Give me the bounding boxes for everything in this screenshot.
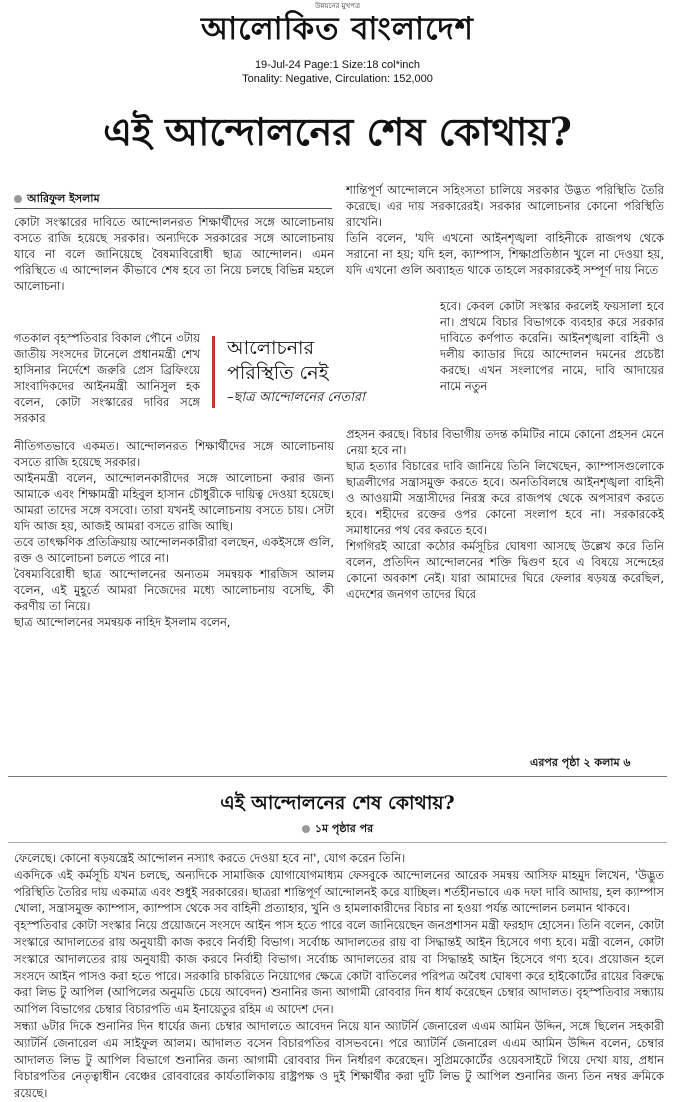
paragraph: তিনি বলেন, 'যদি এখনো আইনশৃঙ্খলা বাহিনীকে রাজপথ থেকে সরানো না হয়; যদি হল, ক্যাম্পাস, শিক্ষাপ্রতিষ্ঠান খুলে না দেওয়া হয়, যদি এখনো গুলি অব্যাহত থাকে তাহলে সরকারকেই সম্পূর্ণ দায় নিতে bbox=[346, 231, 664, 277]
paragraph: ছাত্র হত্যার বিচারের দাবি জানিয়ে তিনি লিখেছেন, ক্যাম্পাসগুলোকে ছাত্রলীগের সন্ত্রাসমুক্ত করতে হবে। অনতিবিলম্বে আইনশৃঙ্খলা বাহিনী ও আওয়ামী সন্ত্রাসীদের নিরস্ত্র করে রাজপথ থেকে অপসারণ করতে হবে। শহীদের রক্তের ওপর কোনো সংলাপ হবে না। সরকারকেই সমাধানের পথ বের করতে হবে। bbox=[346, 459, 664, 537]
pull-quote-line-1: আলোচনার bbox=[227, 337, 315, 359]
paragraph: প্রহসন করছে। বিচার বিভাগীয় তদন্ত কমিটির নামে কোনো প্রহসন মেনে নেয়া হবে না। bbox=[346, 427, 664, 457]
byline-rule bbox=[14, 208, 332, 209]
paragraph: হবে। কেবল কোটা সংস্কার করলেই ফয়সালা হবে না। প্রথমে বিচার বিভাগকে ব্যবহার করে সরকার দাবিতে কর্ণপাত করেনি। আইনশৃঙ্খলা বাহিনী ও দলীয় ক্যাডার দিয়ে আন্দোলন দমনের প্রচেষ্টা করছে। এখন সংলাপের নামে, দাবি আদায়ের নামে নতুন bbox=[440, 299, 664, 393]
paragraph: বৃহস্পতিবার কোটা সংস্কার নিয়ে প্রয়োজনে সংসদে আইন পাস হতে পারে বলে জানিয়েছেন জনপ্রশাসন মন্ত্রী ফরহাদ হোসেন। তিনি বলেন, কোটা সংস্কারে আদালতের রায় অনুযায়ী কাজ করবে নির্বাহী বিভাগ। সর্বোচ্চ আদালতের রায় বা সিদ্ধান্তই আইন হিসেবে গণ্য হবে। মন্ত্রী বলেন, কোটা সংস্কারে আদালতের রায় অনুযায়ী কাজ করবে নির্বাহী বিভাগ। সর্বোচ্চ আদালতের রায় বা সিদ্ধান্তই আইন হিসেবে গণ্য হবে। প্রয়োজন হলে সংসদে আইন পাসও করা হতে পারে। সরকারি চাকরিতে নিয়োগের ক্ষেত্রে কোটা বাতিলের পরিপত্র অবৈধ ঘোষণা করে হাইকোর্টের রায়ের বিরুদ্ধে করা লিভ টু আপিল (আপিলের অনুমতি চেয়ে আবেদন) শুনানির জন্য আগামী রোববার দিন ধার্য করেছেন চেম্বার আদালত। বৃহস্পতিবার সন্ধ্যায় আপিল বিভাগের চেম্বার বিচারপতি এম ইনায়েতুর রহিম এ আদেশ দেন। bbox=[14, 918, 664, 1017]
paragraph: ছাত্র আন্দোলনের সমন্বয়ক নাহিদ ইসলাম বলেন, bbox=[14, 615, 231, 629]
left-column-narrow bbox=[14, 330, 200, 426]
bullet-icon bbox=[14, 195, 22, 203]
article-headline: এই আন্দোলনের শেষ কোথায়? bbox=[103, 109, 572, 154]
meta-tonality-circulation: Tonality: Negative, Circulation: 152,000 bbox=[242, 73, 433, 85]
right-column-bottom bbox=[346, 426, 664, 602]
right-column-top bbox=[346, 182, 664, 278]
paragraph: নীতিগতভাবে একমত। আন্দোলনরত শিক্ষার্থীদের সঙ্গে আলোচনায় বসতে রাজি হয়েছে সরকার। bbox=[14, 439, 334, 469]
author-name: আরিফুল ইসলাম bbox=[27, 192, 100, 205]
paragraph: বৈষম্যবিরোধী ছাত্র আন্দোলনের অন্যতম সমন্বয়ক শারজিস আলম বলেন, এই মুহূর্তে আমরা নিজেদের মধ্যে আলোচনায় বসেছি, কী করণীয় তা নিয়ে। bbox=[14, 567, 334, 613]
newspaper-logo: আলোকিত বাংলাদেশ bbox=[200, 11, 475, 47]
section-divider bbox=[8, 776, 667, 777]
continued-from-label: ১ম পৃষ্ঠার পর bbox=[314, 822, 374, 835]
masthead bbox=[0, 2, 675, 47]
masthead-tagline: উন্নয়নের মুখপত্র bbox=[314, 2, 361, 10]
paragraph: শান্তিপূর্ণ আন্দোলনে সহিংসতা চালিয়ে সরকার উদ্ভত পরিস্থিতি তৈরি করেছে। এর দায় সরকারেরই। সরকার আলোচনার কোনো পরিস্থিতি রাখেনি। bbox=[346, 183, 664, 229]
paragraph: আইনমন্ত্রী বলেন, আন্দোলনকারীদের সঙ্গে আলোচনা করার জন্য আমাকে এবং শিক্ষামন্ত্রী মহিবুল হাসান চৌধুরীকে দায়িত্ব দেওয়া হয়েছে। আমরা তাদের সঙ্গে বসবো। তারা যখনই আলোচনায় বসতে চায়। সেটা যদি আজ হয়, আজই আমরা বসতে রাজি আছি। bbox=[14, 471, 334, 533]
byline bbox=[14, 190, 100, 209]
continuation-body bbox=[14, 850, 664, 1102]
clipping-meta bbox=[0, 58, 675, 86]
continued-on-page: এরপর পৃষ্ঠা ২ কলাম ৬ bbox=[530, 756, 631, 769]
paragraph: একদিকে এই কর্মসূচি যখন চলছে, অন্যদিকে সামাজিক যোগাযোগমাধ্যম ফেসবুকে আন্দোলনের আরেক সমন্বয় আসিফ মাহমুদ লিখেন, 'উদ্ভুত পরিস্থিতি তৈরির দায় একমাত্র এবং শুধুই সরকারের। ছাত্ররা শান্তিপূর্ণ আন্দোলনই করে যাচ্ছিল। শর্তহীনভাবে এক দফা দাবি আদায়, হল ক্যাম্পাস খোলা, সন্ত্রাসমুক্ত ক্যাম্পাস, ক্যাম্পাস থেকে সব বাহিনী প্রত্যাহার, খুনি ও হামলাকারীদের বিচার না হওয়া পর্যন্ত আন্দোলন চলমান থাকবে। bbox=[14, 867, 664, 916]
paragraph: তবে তাৎক্ষণিক প্রতিক্রিয়ায় আন্দোলনকারীরা বলছেন, একইসঙ্গে গুলি, রক্ত ও আলোচনা চলতে পারে না। bbox=[14, 535, 334, 565]
pull-quote-line-2: পরিস্থিতি নেই bbox=[227, 362, 329, 384]
paragraph: কোটা সংস্কারের দাবিতে আন্দোলনরত শিক্ষার্থীদের সঙ্গে আলোচনায় বসতে রাজি হয়েছে সরকার। অন্যদিকে সরকারের সঙ্গে আলোচনায় যাবে না বলে জানিয়েছে বৈষম্যবিরোধী ছাত্র আন্দোলন। এমন পরিস্থিতে এ আন্দোলন কীভাবে শেষ হবে তা নিয়ে চলছে বিভিন্ন মহলে আলোচনা। bbox=[14, 215, 334, 293]
left-column-bottom bbox=[14, 438, 334, 630]
paragraph: শিগগিরই আরো কঠোর কর্মসূচির ঘোষণা আসছে উল্লেখ করে তিনি বলেন, প্রতিদিন আন্দোলনের শক্তি দ্বিগুণ হবে এ বিষয়ে সন্দেহের কোনো অবকাশ নেই। যারা আমাদের ঘিরে ফেলার ষড়যন্ত্র করেছিল, এদেশের জনগণ তাদের ঘিরে bbox=[346, 539, 664, 601]
right-column-indented bbox=[440, 298, 664, 394]
pull-quote-attribution: –ছাত্র আন্দোলনের নেতারা bbox=[227, 390, 365, 405]
paragraph: ফেলেছে। কোনো ষড়যন্ত্রেই আন্দোলন নস্যাৎ করতে দেওয়া হবে না', যোগ করেন তিনি। bbox=[14, 851, 406, 865]
paragraph: গতকাল বৃহস্পতিবার বিকাল পৌনে ৩টায় জাতীয় সংসদের টানেলে প্রধানমন্ত্রী শেখ হাসিনার নির্দেশে জরুরি প্রেস ব্রিফিংয়ে সাংবাদিকদের আইনমন্ত্রী আনিসুল হক বলেন, কোটা সংস্কারের দাবির সঙ্গে সরকার bbox=[14, 331, 200, 425]
meta-date-page-size: 19-Jul-24 Page:1 Size:18 col*inch bbox=[254, 59, 421, 71]
continuation-headline: এই আন্দোলনের শেষ কোথায়? bbox=[220, 792, 455, 814]
pull-quote bbox=[212, 336, 462, 408]
left-column-top bbox=[14, 214, 334, 294]
continued-from-page bbox=[0, 820, 675, 839]
bullet-icon bbox=[302, 825, 310, 833]
continuation-rule bbox=[8, 842, 667, 843]
paragraph: সন্ধ্যা ৬টার দিকে শুনানির দিন ধার্যের জন্য চেম্বার আদালতে আবেদন নিয়ে যান অ্যাটর্নি জেনারেল এএম আমিন উদ্দিন, সঙ্গে ছিলেন সহকারী অ্যাটর্নি জেনারেল এম সাইফুল আলম। আদালত বসেন বিচারপতির বাসভবনে। পরে অ্যাটর্নি জেনারেল এএম আমিন উদ্দিন বলেন, চেম্বার আদালত লিভ টু আপিল বিভাগে শুনানির জন্য আগামী রোববার দিন নির্ধারণ করেছেন। সুপ্রিমকোর্টের ওয়েবসাইটে গিয়ে দেখা যায়, প্রধান বিচারপতির নেতৃত্বাধীন বেঞ্চের রোববারের কার্যতালিকায় রাষ্ট্রপক্ষ ও দুই শিক্ষার্থীর করা দুটি লিভ টু আপিল শুনানির জন্য তিন নম্বর ক্রমিকে রয়েছে। bbox=[14, 1018, 664, 1101]
